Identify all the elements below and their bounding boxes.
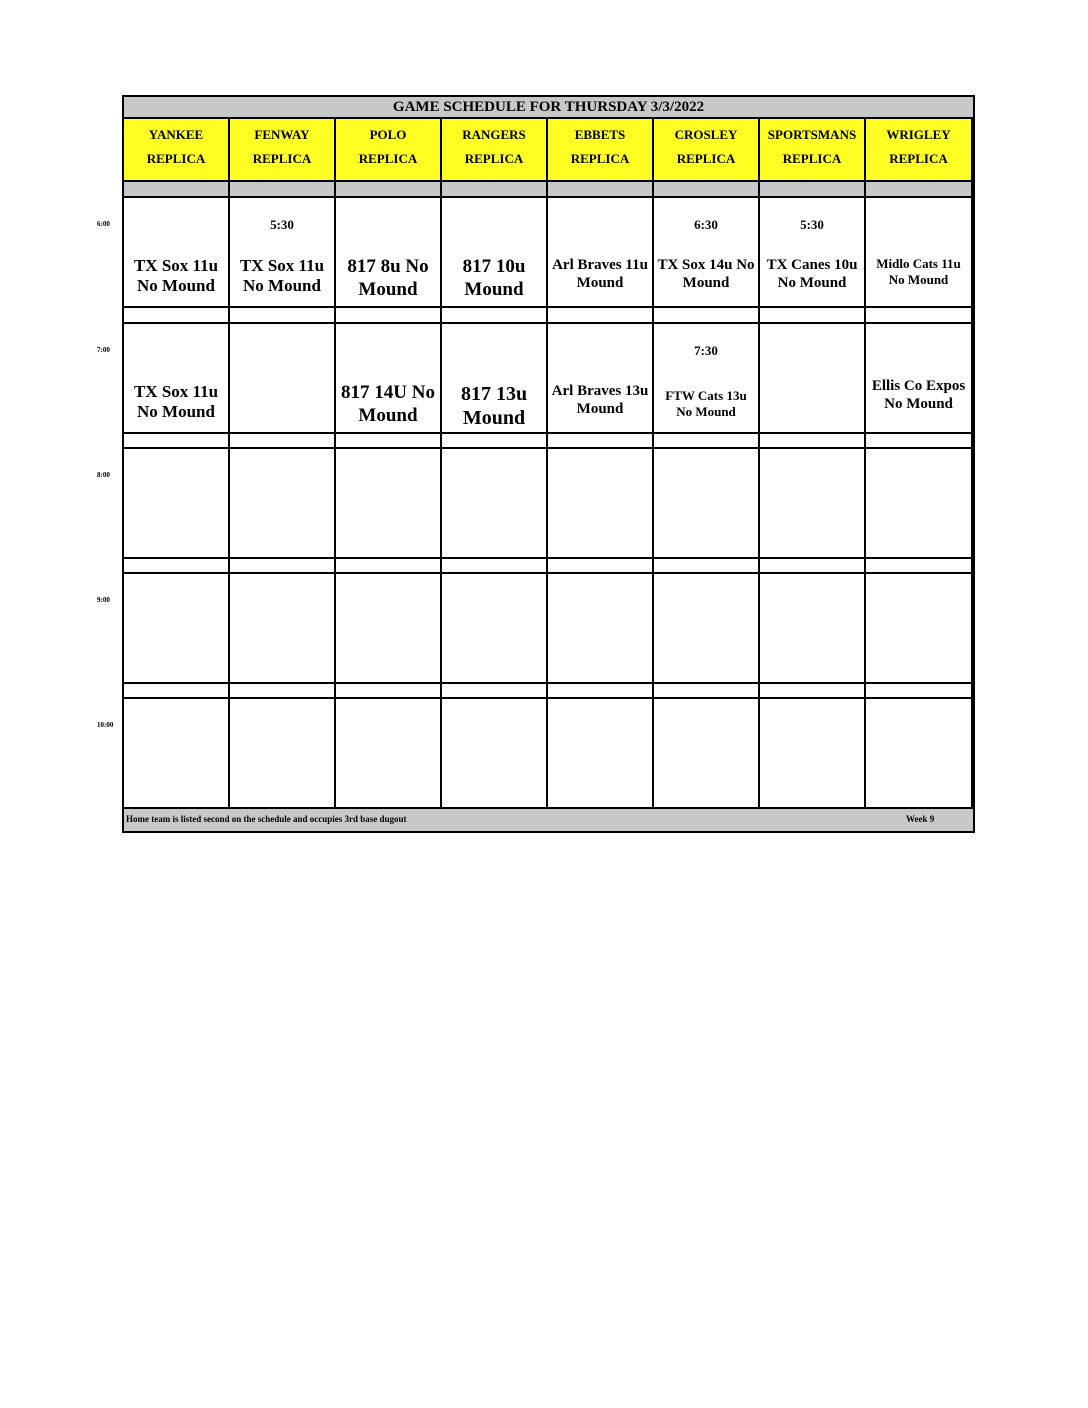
field-subtitle: REPLICA (464, 151, 524, 166)
slot-divider-row (760, 308, 866, 324)
schedule-cell (548, 449, 654, 559)
schedule-cell (124, 324, 230, 434)
slot-divider-row (336, 308, 442, 324)
schedule-footer (122, 809, 975, 833)
field-subtitle: REPLICA (358, 151, 418, 166)
field-name: SPORTSMANS (767, 127, 857, 142)
slot-divider-row (760, 559, 866, 574)
schedule-cell (866, 324, 973, 434)
slot-divider-row (548, 684, 654, 699)
slot-divider-row (654, 434, 760, 449)
field-name: POLO (369, 127, 407, 142)
slot-divider-row (548, 308, 654, 324)
schedule-cell (230, 699, 336, 809)
field-name: YANKEE (148, 127, 204, 142)
game-matchup: 817 8u No Mound (347, 256, 429, 300)
schedule-cell (230, 574, 336, 684)
schedule-cell (760, 699, 866, 809)
slot-divider-row (230, 308, 336, 324)
time-slot-label: 8:00 (97, 471, 110, 479)
schedule-cell (230, 198, 336, 308)
schedule-cell (336, 324, 442, 434)
start-time: 6:30 (694, 217, 718, 232)
field-header-rangers (442, 119, 548, 182)
schedule-cell (124, 574, 230, 684)
field-subtitle: REPLICA (146, 151, 206, 166)
schedule-cell (866, 198, 973, 308)
slot-divider-row (654, 559, 760, 574)
slot-divider-row (548, 434, 654, 449)
slot-divider-row (230, 559, 336, 574)
slot-divider-row (442, 308, 548, 324)
game-matchup: 817 13u Mound (460, 383, 528, 429)
slot-divider-row (124, 559, 230, 574)
field-name: RANGERS (462, 127, 526, 142)
schedule-cell (760, 324, 866, 434)
slot-divider-row (336, 434, 442, 449)
schedule-cell (654, 574, 760, 684)
schedule-cell (442, 198, 548, 308)
slot-divider-row (654, 308, 760, 324)
schedule-cell (548, 574, 654, 684)
field-name: CROSLEY (674, 127, 738, 142)
header-spacer (654, 182, 760, 198)
start-time: 5:30 (800, 217, 824, 232)
schedule-cell (548, 324, 654, 434)
time-slot-label: 10:00 (97, 721, 114, 729)
field-subtitle: REPLICA (570, 151, 630, 166)
game-matchup: FTW Cats 13u No Mound (665, 388, 747, 419)
schedule-cell (654, 449, 760, 559)
game-matchup: 817 10u Mound (462, 256, 526, 300)
slot-divider-row (866, 559, 973, 574)
schedule-cell (866, 449, 973, 559)
field-name: EBBETS (574, 127, 626, 142)
field-subtitle: REPLICA (676, 151, 736, 166)
schedule-cell (124, 699, 230, 809)
week-label: Week 9 (906, 814, 935, 824)
start-time: 5:30 (270, 217, 294, 232)
schedule-cell (548, 198, 654, 308)
schedule-cell (230, 324, 336, 434)
slot-divider-row (124, 684, 230, 699)
schedule-cell (760, 449, 866, 559)
game-matchup: Ellis Co Expos No Mound (871, 378, 966, 412)
schedule-cell (230, 449, 336, 559)
field-header-crosley (654, 119, 760, 182)
game-matchup: 817 14U No Mound (341, 382, 435, 426)
header-spacer (760, 182, 866, 198)
schedule-cell (548, 699, 654, 809)
slot-divider-row (866, 684, 973, 699)
game-matchup: Arl Braves 11u Mound (552, 257, 648, 291)
game-matchup: TX Sox 11u No Mound (133, 256, 219, 296)
slot-divider-row (124, 308, 230, 324)
schedule-cell (866, 699, 973, 809)
field-header-sportsmans (760, 119, 866, 182)
slot-divider-row (336, 684, 442, 699)
field-subtitle: REPLICA (252, 151, 312, 166)
footer-note: Home team is listed second on the schedule and occupies 3rd base dugout (126, 814, 407, 824)
field-name: FENWAY (254, 127, 310, 142)
time-slot-label: 6:00 (97, 220, 110, 228)
header-spacer (336, 182, 442, 198)
field-subtitle: REPLICA (782, 151, 842, 166)
slot-divider-row (866, 434, 973, 449)
header-spacer (866, 182, 973, 198)
schedule-cell (760, 574, 866, 684)
header-spacer (124, 182, 230, 198)
start-time: 7:30 (694, 343, 718, 358)
slot-divider-row (124, 434, 230, 449)
schedule-cell (124, 198, 230, 308)
schedule-cell (336, 699, 442, 809)
slot-divider-row (230, 684, 336, 699)
schedule-cell (866, 574, 973, 684)
game-matchup: TX Canes 10u No Mound (766, 257, 858, 291)
header-spacer (230, 182, 336, 198)
header-spacer (442, 182, 548, 198)
schedule-cell (654, 324, 760, 434)
game-matchup: Arl Braves 13u Mound (551, 383, 649, 417)
schedule-cell (442, 324, 548, 434)
time-slot-label: 7:00 (97, 346, 110, 354)
game-matchup: TX Sox 11u No Mound (133, 382, 219, 422)
field-header-fenway (230, 119, 336, 182)
game-matchup: TX Sox 14u No Mound (657, 257, 755, 291)
time-slot-label: 9:00 (97, 596, 110, 604)
schedule-cell (336, 449, 442, 559)
schedule-cell (760, 198, 866, 308)
slot-divider-row (442, 559, 548, 574)
slot-divider-row (866, 308, 973, 324)
schedule-cell (124, 449, 230, 559)
slot-divider-row (548, 559, 654, 574)
schedule-cell (336, 198, 442, 308)
schedule-cell (654, 198, 760, 308)
slot-divider-row (442, 434, 548, 449)
schedule-cell (442, 574, 548, 684)
game-matchup: Midlo Cats 11u No Mound (876, 256, 961, 287)
slot-divider-row (760, 684, 866, 699)
schedule-cell (336, 574, 442, 684)
field-header-wrigley (866, 119, 973, 182)
schedule-cell (442, 699, 548, 809)
schedule-title: GAME SCHEDULE FOR THURSDAY 3/3/2022 (122, 95, 975, 119)
slot-divider-row (760, 434, 866, 449)
slot-divider-row (336, 559, 442, 574)
header-spacer (548, 182, 654, 198)
field-header-ebbets (548, 119, 654, 182)
field-header-yankee (124, 119, 230, 182)
schedule-cell (654, 699, 760, 809)
game-matchup: TX Sox 11u No Mound (239, 256, 325, 296)
slot-divider-row (442, 684, 548, 699)
field-name: WRIGLEY (886, 127, 951, 142)
schedule-cell (442, 449, 548, 559)
field-header-polo (336, 119, 442, 182)
slot-divider-row (230, 434, 336, 449)
slot-divider-row (654, 684, 760, 699)
field-subtitle: REPLICA (889, 151, 948, 166)
